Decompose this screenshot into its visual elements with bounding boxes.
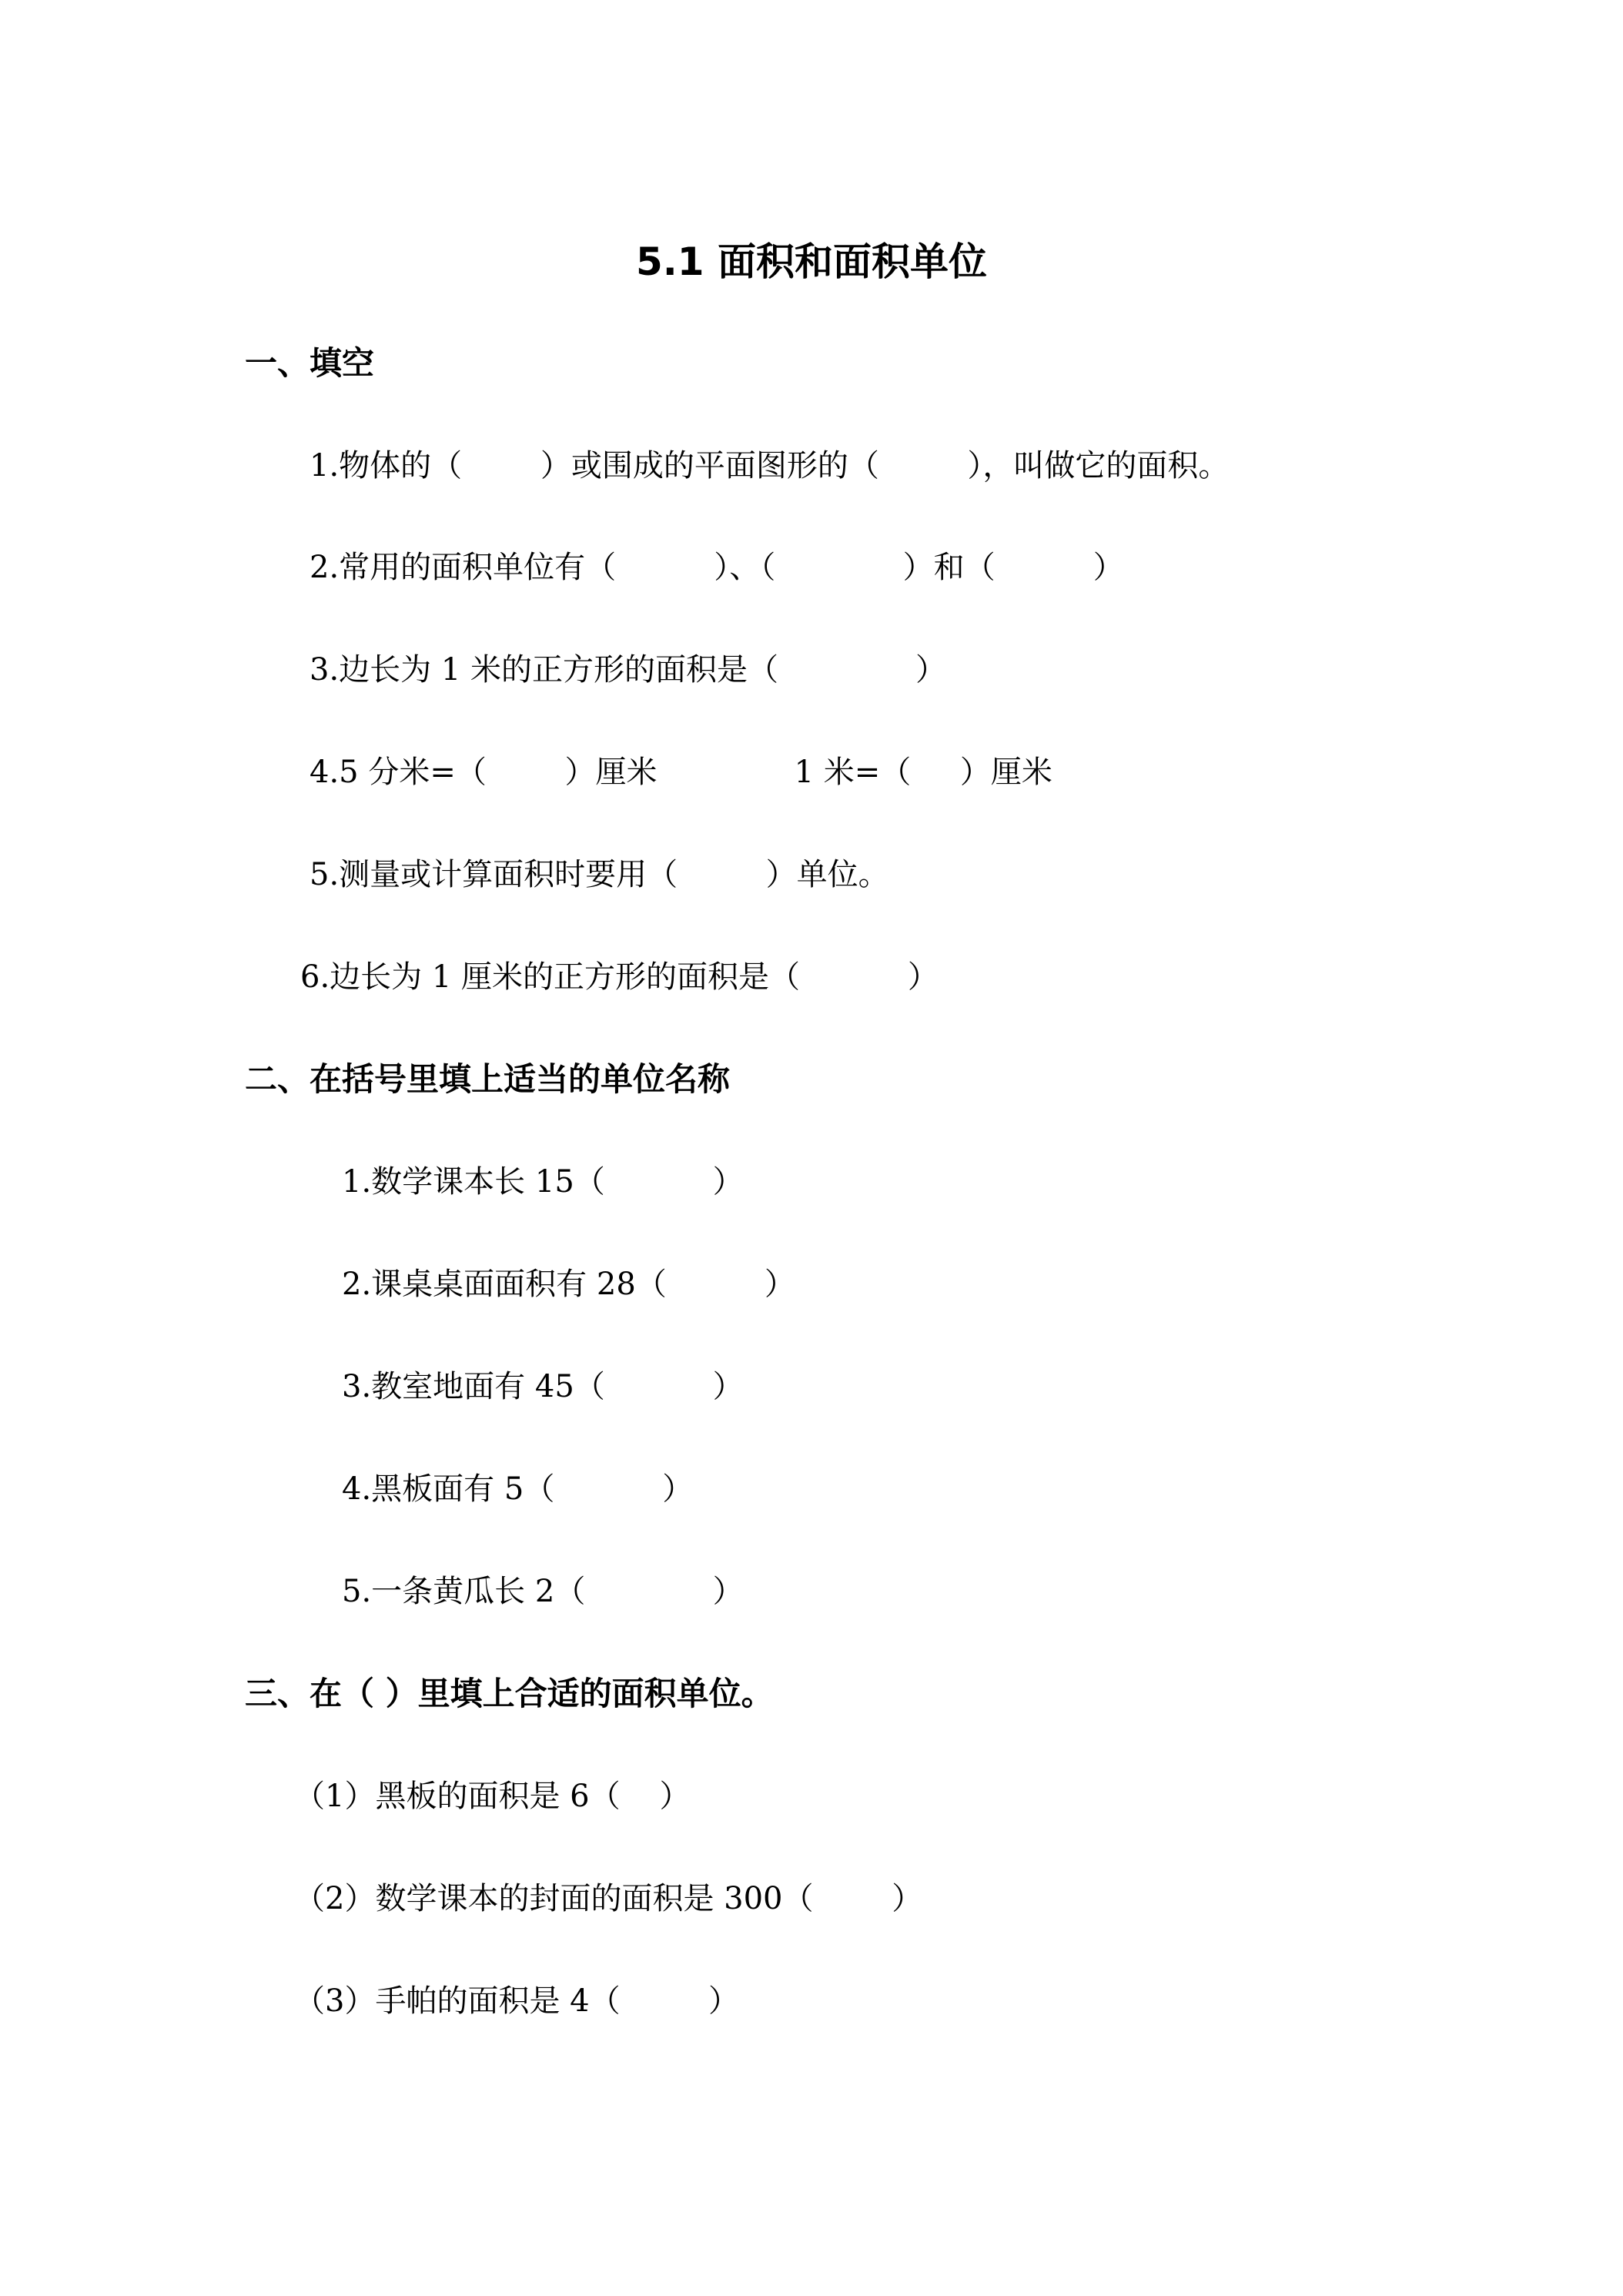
section-heading-area-units: 三、在（ ）里填上合适的面积单位。 bbox=[245, 1675, 774, 1712]
question-2-5: 5.一条黄瓜长 2（ ） bbox=[342, 1574, 744, 1609]
question-1-6: 6.边长为 1 厘米的正方形的面积是（ ） bbox=[300, 959, 939, 995]
question-3-1: （1）黑板的面积是 6（ ） bbox=[294, 1779, 691, 1814]
question-1-1: 1.物体的（ ）或围成的平面图形的（ ），叫做它的面积。 bbox=[310, 448, 1230, 484]
question-2-1: 1.数学课本长 15（ ） bbox=[342, 1164, 744, 1200]
question-2-3: 3.教室地面有 45（ ） bbox=[342, 1369, 744, 1404]
question-2-2: 2.课桌桌面面积有 28（ ） bbox=[342, 1267, 795, 1302]
section-heading-unit-names: 二、在括号里填上适当的单位名称 bbox=[245, 1060, 731, 1098]
question-1-3: 3.边长为 1 米的正方形的面积是（ ） bbox=[310, 652, 947, 688]
section-heading-fill-blank: 一、填空 bbox=[245, 344, 375, 382]
question-3-3: （3）手帕的面积是 4（ ） bbox=[294, 1983, 740, 2019]
question-2-4: 4.黑板面有 5（ ） bbox=[342, 1471, 694, 1507]
question-1-5: 5.测量或计算面积时要用（ ）单位。 bbox=[310, 857, 889, 892]
question-3-2: （2）数学课本的封面的面积是 300（ ） bbox=[294, 1881, 923, 1916]
page-title: 5.1 面积和面积单位 bbox=[636, 239, 987, 284]
question-1-2: 2.常用的面积单位有（ ）、（ ）和（ ） bbox=[310, 550, 1124, 585]
question-1-4: 4.5 分米=（ ）厘米 1 米=（ ）厘米 bbox=[310, 755, 1052, 790]
